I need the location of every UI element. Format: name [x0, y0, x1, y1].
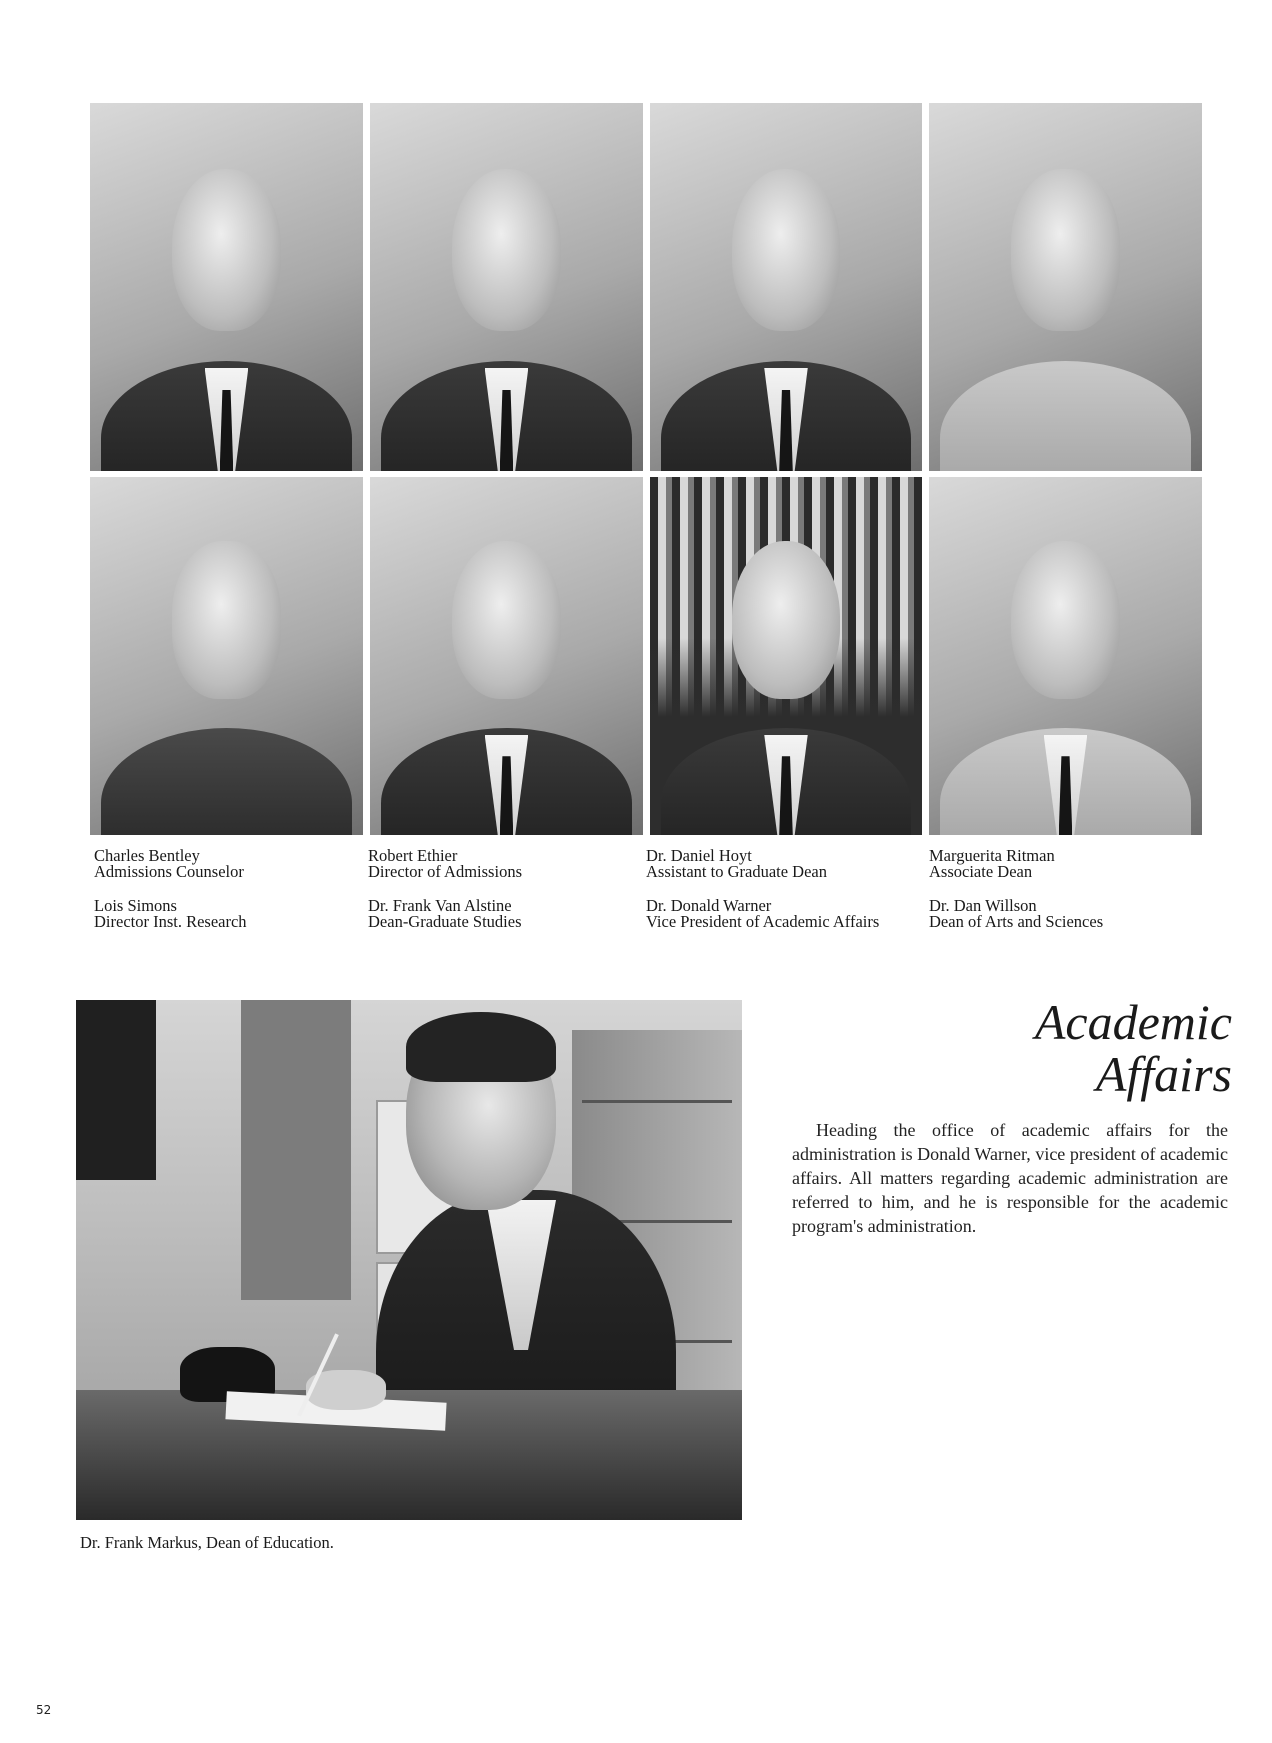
caption-role: Dean of Arts and Sciences — [929, 912, 1104, 931]
caption-name: Robert Ethier — [368, 846, 458, 865]
caption-role: Dean-Graduate Studies — [368, 912, 522, 931]
portrait-head — [1011, 541, 1120, 699]
section-title — [812, 996, 1232, 1100]
caption-name: Marguerita Ritman — [929, 846, 1055, 865]
portrait-donald-warner — [650, 477, 922, 835]
portrait-head — [732, 169, 841, 331]
portrait-head — [452, 169, 561, 331]
portrait-shoulders — [101, 728, 352, 835]
portrait-lois-simons — [90, 477, 363, 835]
portrait-head — [1011, 169, 1120, 331]
caption-entry — [368, 898, 638, 930]
portrait-shoulders — [940, 361, 1191, 471]
caption-role: Associate Dean — [929, 862, 1033, 881]
man-hair — [406, 1012, 556, 1082]
caption-column-1 — [94, 848, 364, 944]
section-title-line1: Academic — [1034, 994, 1232, 1050]
section-body: Heading the office of academic affairs for the administration is Donald Warner, vice president of academic affairs. All matters regarding academic administration are referred to him, and he is responsible for the academic program's administration. — [792, 1120, 1228, 1236]
office-photo-caption: Dr. Frank Markus, Dean of Education. — [80, 1533, 334, 1552]
caption-name: Dr. Daniel Hoyt — [646, 846, 752, 865]
caption-name: Dr. Donald Warner — [646, 896, 772, 915]
caption-role: Admissions Counselor — [94, 862, 244, 881]
caption-name: Dr. Frank Van Alstine — [368, 896, 512, 915]
office-photo — [76, 1000, 742, 1520]
caption-name: Dr. Dan Willson — [929, 896, 1037, 915]
caption-entry — [94, 848, 364, 880]
portrait-marguerita-ritman — [929, 103, 1202, 471]
office-door — [241, 1000, 351, 1300]
caption-name: Lois Simons — [94, 896, 177, 915]
caption-role: Director Inst. Research — [94, 912, 247, 931]
caption-entry — [929, 898, 1199, 930]
caption-column-4 — [929, 848, 1199, 944]
office-window-frame — [76, 1000, 156, 1180]
caption-entry — [646, 898, 884, 930]
portrait-frank-van-alstine — [370, 477, 643, 835]
portrait-daniel-hoyt — [650, 103, 922, 471]
portrait-dan-willson — [929, 477, 1202, 835]
caption-role: Director of Admissions — [368, 862, 522, 881]
caption-entry — [929, 848, 1199, 880]
caption-column-3 — [646, 848, 884, 944]
caption-role: Assistant to Graduate Dean — [646, 862, 827, 881]
caption-entry — [646, 848, 884, 880]
portrait-head — [732, 541, 841, 699]
portrait-head — [452, 541, 561, 699]
caption-name: Charles Bentley — [94, 846, 200, 865]
portrait-head — [172, 541, 281, 699]
page-number: 52 — [36, 1703, 52, 1717]
caption-column-2 — [368, 848, 638, 944]
section-title-line2: Affairs — [1095, 1046, 1232, 1102]
caption-entry — [368, 848, 638, 880]
caption-entry — [94, 898, 364, 930]
caption-role: Vice President of Academic Affairs — [646, 912, 880, 931]
portrait-charles-bentley — [90, 103, 363, 471]
portrait-head — [172, 169, 281, 331]
portrait-robert-ethier — [370, 103, 643, 471]
